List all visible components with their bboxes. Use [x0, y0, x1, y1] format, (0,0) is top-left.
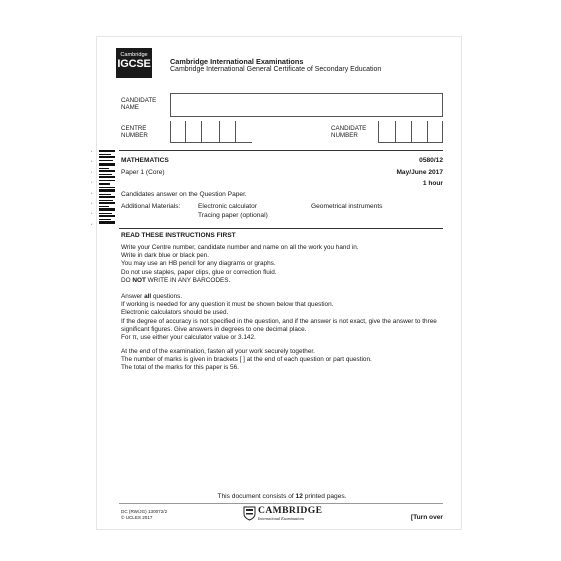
divider-top: [119, 150, 443, 151]
footer-codes: [121, 509, 167, 521]
pages-post: printed pages.: [302, 493, 347, 500]
instruction-line: If working is needed for any question it must be shown below that question.: [121, 301, 334, 309]
logo-line-2: IGCSE: [117, 58, 151, 70]
pages-pre: This document consists of: [217, 493, 296, 500]
centre-cell-divider: [201, 121, 202, 142]
instruction-line: Write your Centre number, candidate number and name on all the work you hand in.: [121, 244, 359, 251]
centre-number-label: CENTRE NUMBER: [121, 125, 148, 140]
copyright-notice: © UCLES 2017: [121, 515, 153, 520]
candidate-cell-divider: [427, 121, 428, 142]
document-code: DC (RW/JG) 130072/2: [121, 509, 168, 514]
candidate-cell-divider: [395, 121, 396, 142]
centre-cell-divider: [235, 121, 236, 142]
barcode-tick-marks: * * * * * * * *: [91, 150, 93, 227]
candidate-number-label: CANDIDATE NUMBER: [331, 125, 367, 140]
paper-name: Paper 1 (Core): [121, 169, 165, 176]
instructions-block-3: [121, 348, 447, 373]
exam-session: May/June 2017: [396, 169, 443, 176]
exam-board-title: Cambridge International Examinations: [170, 57, 304, 66]
instructions-block-2: [121, 293, 447, 342]
exam-duration: 1 hour: [422, 180, 443, 187]
answer-bold: all: [144, 293, 152, 300]
cambridge-crest-icon: [243, 506, 256, 521]
turn-over-label: [Turn over: [410, 514, 443, 521]
answer-note: Candidates answer on the Question Paper.: [121, 191, 247, 198]
brand-subtitle: International Examinations: [258, 516, 305, 521]
instruction-line-answer-all: [121, 293, 447, 301]
candidate-name-box[interactable]: [170, 93, 443, 117]
centre-number-box[interactable]: [170, 121, 252, 143]
instruction-line: The total of the marks for this paper is 56.: [121, 364, 239, 372]
qualification-title: Cambridge International General Certificate of Secondary Education: [170, 66, 382, 73]
barcode-pre: DO: [121, 276, 133, 284]
barcode-post: WRITE IN ANY BARCODES.: [145, 276, 231, 284]
answer-pre: Answer: [121, 293, 145, 300]
paper-code: 0580/12: [419, 157, 443, 164]
logo-line-1: Cambridge: [120, 52, 148, 58]
subject-title: MATHEMATICS: [121, 157, 169, 164]
additional-materials-label: Additional Materials:: [121, 203, 181, 210]
instruction-line: Write in dark blue or black pen.: [121, 252, 209, 260]
instructions-block-1: [121, 244, 447, 285]
candidate-number-box[interactable]: [378, 121, 443, 143]
answer-post: questions.: [151, 293, 183, 300]
instruction-line: At the end of the examination, fasten all your work securely together.: [121, 348, 315, 355]
centre-cell-divider: [219, 121, 220, 142]
divider-middle: [119, 228, 443, 229]
instruction-line: You may use an HB pencil for any diagrams or graphs.: [121, 260, 276, 268]
material-calculator: Electronic calculator: [198, 203, 258, 210]
cambridge-igcse-logo: [116, 48, 152, 78]
candidate-name-label: CANDIDATE NAME: [121, 97, 157, 112]
instruction-line-barcodes: [121, 277, 447, 285]
instruction-line: Electronic calculators should be used.: [121, 309, 229, 317]
material-geometrical-instruments: Geometrical instruments: [311, 203, 383, 210]
pages-bold: 12: [295, 493, 303, 500]
cambridge-brand: [243, 505, 339, 522]
centre-cell-divider: [185, 121, 186, 142]
page-count-note: [121, 493, 443, 500]
instructions-heading: READ THESE INSTRUCTIONS FIRST: [121, 232, 236, 239]
brand-name: CAMBRIDGE: [258, 505, 323, 516]
instruction-line: The number of marks is given in brackets [ ] at the end of each question or part question.: [121, 356, 372, 364]
instruction-line: Do not use staples, paper clips, glue or correction fluid.: [121, 268, 277, 276]
candidate-cell-divider: [411, 121, 412, 142]
instruction-line: If the degree of accuracy is not specified in the question, and if the answer is not exact, give the answer to three significant figures. Give answers in degrees to one decimal place.: [121, 317, 437, 333]
barcode: [99, 150, 115, 224]
instruction-line: For π, use either your calculator value or 3.142.: [121, 334, 256, 342]
material-tracing-paper: Tracing paper (optional): [198, 212, 268, 219]
barcode-bold: NOT: [132, 276, 146, 284]
footer-divider: [119, 503, 443, 504]
